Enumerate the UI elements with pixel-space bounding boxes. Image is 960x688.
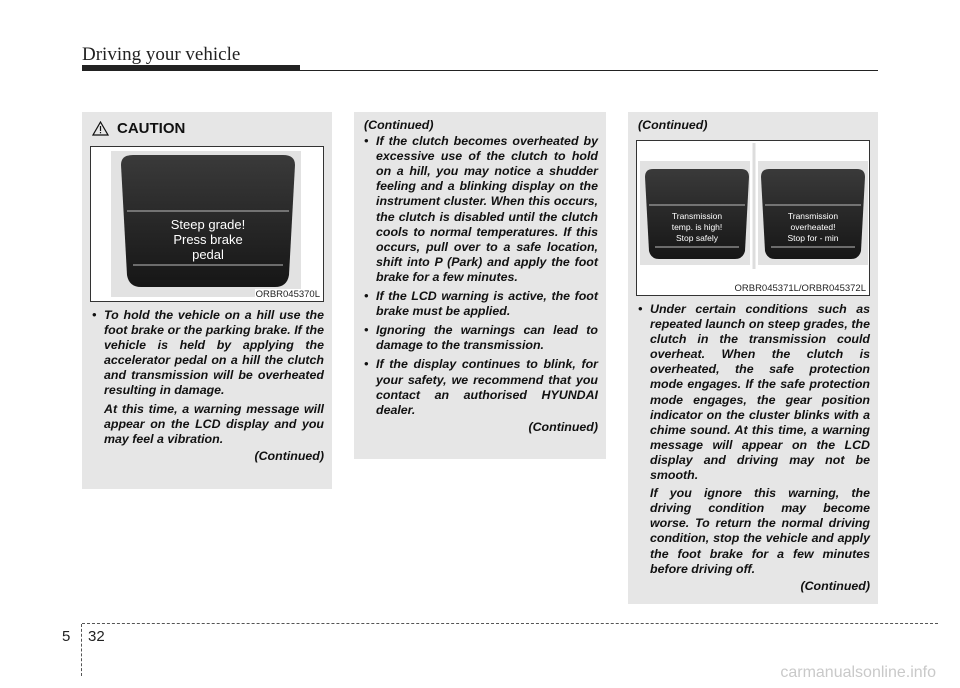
header-title: Driving your vehicle	[82, 44, 241, 65]
bullet-text: If the LCD warning is active, the foot brake must be applied.	[376, 289, 598, 319]
section-number: 5	[62, 628, 71, 645]
lcd-left-line-3: Stop safely	[675, 233, 719, 243]
footer-divider	[81, 624, 82, 676]
figure-code: ORBR045371L/ORBR045372L	[734, 283, 866, 294]
lcd-left-line-1: Transmission	[671, 211, 723, 221]
bullet-text: Under certain conditions such as repeated launch on steep grades, the clutch in the transmission could overheat. When the clutch is overheated, the safe protection mode engages. If the safe protection mode engages, the gear position indicator on the cluster blinks with a chime sound. At this time, a warning message will appear on the LCD display and driving may not be smooth.	[650, 302, 870, 483]
lcd-line-2: Press brake	[173, 232, 243, 247]
lcd-left-line-2: temp. is high!	[671, 222, 723, 232]
continued-label: (Continued)	[254, 448, 324, 463]
footer-rule	[82, 623, 938, 624]
lcd-line-3: pedal	[192, 247, 224, 262]
list-item: • If the LCD warning is active, the foot brake must be applied.	[364, 289, 598, 319]
paragraph: If you ignore this warning, the driving condition may become worse. To return the normal driving condition, stop the vehicle and apply the foot brake for a few minutes before driving off.	[650, 486, 870, 576]
watermark: carmanualsonline.info	[780, 664, 936, 681]
column-text	[364, 118, 598, 435]
caution-label: CAUTION	[117, 120, 186, 137]
bullet-text: To hold the vehicle on a hill use the foot brake or the parking brake. If the vehicle is held by applying the accelerator pedal on a hill the clutch and transmission will be overheated resulting in damage.	[104, 308, 324, 398]
caution-heading	[92, 120, 185, 137]
column-text	[638, 302, 870, 594]
lcd-right-line-2: overheated!	[790, 222, 836, 232]
header-rule	[82, 70, 878, 71]
continued-label: (Continued)	[528, 419, 598, 434]
figure-transmission-warnings	[636, 140, 870, 296]
bullet-text: If the clutch becomes overheated by excessive use of the clutch to hold on a hill, you may notice a shudder feeling and a blinking display on the instrument cluster. When this occurs, the clutch is disabled until the clutch cools to normal temperatures. If this occurs, pull over to a safe location, shift into P (Park) and apply the foot brake for a few minutes.	[376, 134, 598, 284]
list-item: • If the clutch becomes overheated by excessive use of the clutch to hold on a hill, you may notice a shudder feeling and a blinking display on the instrument cluster. When this occurs, the clutch is disabled until the clutch cools to normal temperatures. If this occurs, pull over to a safe location, shift into P (Park) and apply the foot brake for a few minutes.	[364, 134, 598, 284]
continued-box-2	[354, 112, 606, 459]
continued-label: (Continued)	[800, 578, 870, 593]
lcd-display-graphic	[91, 147, 324, 302]
caution-text	[92, 308, 324, 464]
list-item: • To hold the vehicle on a hill use the foot brake or the parking brake. If the vehicle is held by applying the accelerator pedal on a hill the clutch and transmission will be overheated resulting in damage.	[92, 308, 324, 398]
lcd-right-line-3: Stop for - min	[787, 233, 839, 243]
figure-steep-grade	[90, 146, 324, 302]
lcd-line-1: Steep grade!	[170, 217, 246, 232]
continued-label: (Continued)	[638, 118, 708, 132]
warning-triangle-icon	[92, 121, 109, 136]
list-item: • If the display continues to blink, for your safety, we recommend that you contact an authorised HYUNDAI dealer.	[364, 357, 598, 417]
caution-box	[82, 112, 332, 489]
bullet-text: Ignoring the warnings can lead to damage to the transmission.	[376, 323, 598, 353]
bullet-text: If the display continues to blink, for your safety, we recommend that you contact an authorised HYUNDAI dealer.	[376, 357, 598, 417]
lcd-right-line-1: Transmission	[787, 211, 839, 221]
figure-code: ORBR045370L	[255, 289, 320, 300]
page-number: 32	[88, 628, 105, 645]
lcd-display-graphic	[637, 141, 870, 296]
continued-label: (Continued)	[364, 118, 434, 132]
list-item: • Under certain conditions such as repeated launch on steep grades, the clutch in the transmission could overheat. When the clutch is overheated, the safe protection mode engages. If the safe protection mode engages, the gear position indicator on the cluster blinks with a chime sound. At this time, a warning message will appear on the LCD display and driving may not be smooth.	[638, 302, 870, 483]
paragraph: At this time, a warning message will appear on the LCD display and you may feel a vibration.	[104, 401, 324, 446]
continued-box-3	[628, 112, 878, 604]
list-item: • Ignoring the warnings can lead to damage to the transmission.	[364, 323, 598, 353]
